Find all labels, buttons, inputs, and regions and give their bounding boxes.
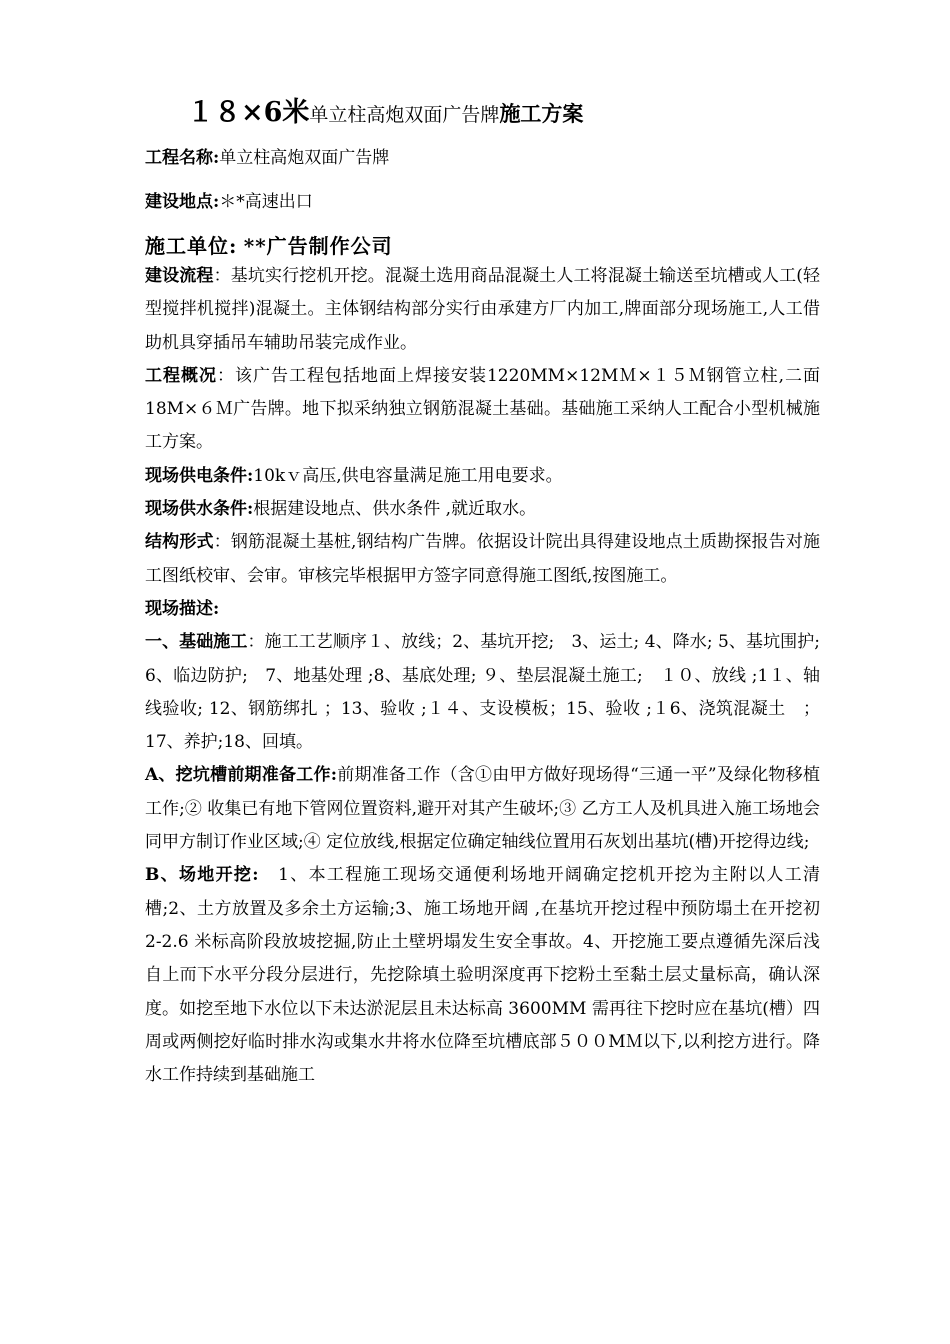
title-subject: 单立柱高炮双面广告牌: [309, 104, 500, 126]
document-title: [187, 90, 583, 129]
company-line: [145, 230, 393, 259]
section-label: 现场描述:: [145, 598, 220, 619]
company-value: **广告制作公司: [243, 234, 393, 258]
section-overview: 工程概况：该广告工程包括地面上焊接安装1220MM×12MＭ×１５Ｍ钢管立柱,二面18M×６Ｍ广告牌。地下拟采纳独立钢筋混凝土基础。基础施工采纳人工配合小型机械施工方案。: [145, 365, 820, 453]
section-text: 施工工艺顺序１、放线；2、基坑开挖; 3、运土; 4、降水; 5、基坑围护; 6、临边防护; 7、地基处理 ;8、基底处理; ９、垫层混凝土施工; １０、放线 ;1１、轴线验收; 12、钢筋绑扎 ；13、验收 ;１４、支设模板；15、验收 ;１6、浇筑混凝土 ；17、养护;18、回填。: [145, 632, 821, 753]
project-name-value: 单立柱高炮双面广告牌: [219, 148, 390, 168]
location-line: [145, 187, 313, 212]
section-label: B、场地开挖:: [145, 865, 259, 886]
section-label: 现场供电条件:: [145, 465, 254, 486]
title-suffix: 施工方案: [499, 101, 584, 126]
company-label: 施工单位:: [145, 234, 238, 258]
section-label: 建设流程: [145, 266, 214, 286]
section-site-description: [145, 593, 820, 626]
section-water: [145, 493, 820, 526]
section-structure: 结构形式：钢筋混凝土基桩,钢结构广告牌。依据设计院出具得建设地点土质勘探报告对施工图纸校审、会审。审核完毕根据甲方签字同意得施工图纸,按图施工。: [145, 532, 821, 586]
section-foundation: 一、基础施工：施工工艺顺序１、放线；2、基坑开挖; 3、运土; 4、降水; 5、基坑围护; 6、临边防护; 7、地基处理 ;8、基底处理; ９、垫层混凝土施工; １０、放线 ;1１、轴线验收; 12、钢筋绑扎 ；13、验收 ;１４、支设模板；15、验收 ;１6、浇筑混凝土 ；17、养护;18、回填。: [145, 632, 821, 753]
section-text: 基坑实行挖机开挖。混凝土选用商品混凝土人工将混凝土输送至坑槽或人工(轻型搅拌机搅拌)混凝土。主体钢结构部分实行由承建方厂内加工,牌面部分现场施工,人工借助机具穿插吊车辅助吊装完成作业。: [145, 266, 821, 353]
project-name-label: 工程名称:: [145, 148, 220, 168]
section-label: 一、基础施工: [145, 632, 248, 653]
section-power: [145, 460, 820, 493]
section-text: 该广告工程包括地面上焊接安装1220MM×12MＭ×１５Ｍ钢管立柱,二面18M×６Ｍ广告牌。地下拟采纳独立钢筋混凝土基础。基础施工采纳人工配合小型机械施工方案。: [145, 365, 820, 453]
section-text: 钢筋混凝土基桩,钢结构广告牌。依据设计院出具得建设地点土质勘探报告对施工图纸校审、会审。审核完毕根据甲方签字同意得施工图纸,按图施工。: [145, 532, 821, 586]
section-text: 10kｖ高压,供电容量满足施工用电要求。: [253, 465, 563, 486]
section-excavation: [145, 859, 820, 1092]
title-dimensions: １８×6米: [187, 97, 310, 128]
section-label: 结构形式: [145, 532, 214, 553]
section-preparation: [145, 759, 820, 859]
location-label: 建设地点:: [145, 192, 220, 212]
project-name-line: [145, 143, 389, 168]
section-label: A、挖坑槽前期准备工作:: [145, 765, 337, 786]
section-text: 1、本工程施工现场交通便利场地开阔确定挖机开挖为主附以人工清槽;2、土方放置及多余土方运输;3、施工场地开阔 ,在基坑开挖过程中预防塌土在开挖初 2-2.6 米标高阶段放坡挖掘,防止土壁坍塌发生安全事故。4、开挖施工要点遵循先深后浅自上而下水平分段分层进行，先挖除填土验明深度再下挖粉土至黏土层丈量标高，确认深度。如挖至地下水位以下未达淤泥层且未达标高 3600MM 需再往下挖时应在基坑(槽）四周或两侧挖好临时排水沟或集水井将水位降至坑槽底部５００MＭ以下,以利挖方进行。降水工作持续到基础施工: [145, 865, 820, 1086]
body-text: [145, 260, 820, 1092]
section-text: 根据建设地点、供水条件 ,就近取水。: [253, 499, 537, 520]
section-process: 建设流程：基坑实行挖机开挖。混凝土选用商品混凝土人工将混凝土输送至坑槽或人工(轻型搅拌机搅拌)混凝土。主体钢结构部分实行由承建方厂内加工,牌面部分现场施工,人工借助机具穿插吊车辅助吊装完成作业。: [145, 266, 821, 353]
section-label: 现场供水条件:: [145, 499, 254, 520]
section-text: 前期准备工作（含①由甲方做好现场得“三通一平”及绿化物移植工作;② 收集已有地下管网位置资料,避开对其产生破坏;③ 乙方工人及机具进入施工场地会同甲方制订作业区域;④ 定位放线,根据定位确定轴线位置用石灰划出基坑(槽)开挖得边线;: [145, 765, 820, 853]
section-label: 工程概况: [145, 365, 217, 386]
location-value: ＊*高速出口: [219, 192, 313, 212]
